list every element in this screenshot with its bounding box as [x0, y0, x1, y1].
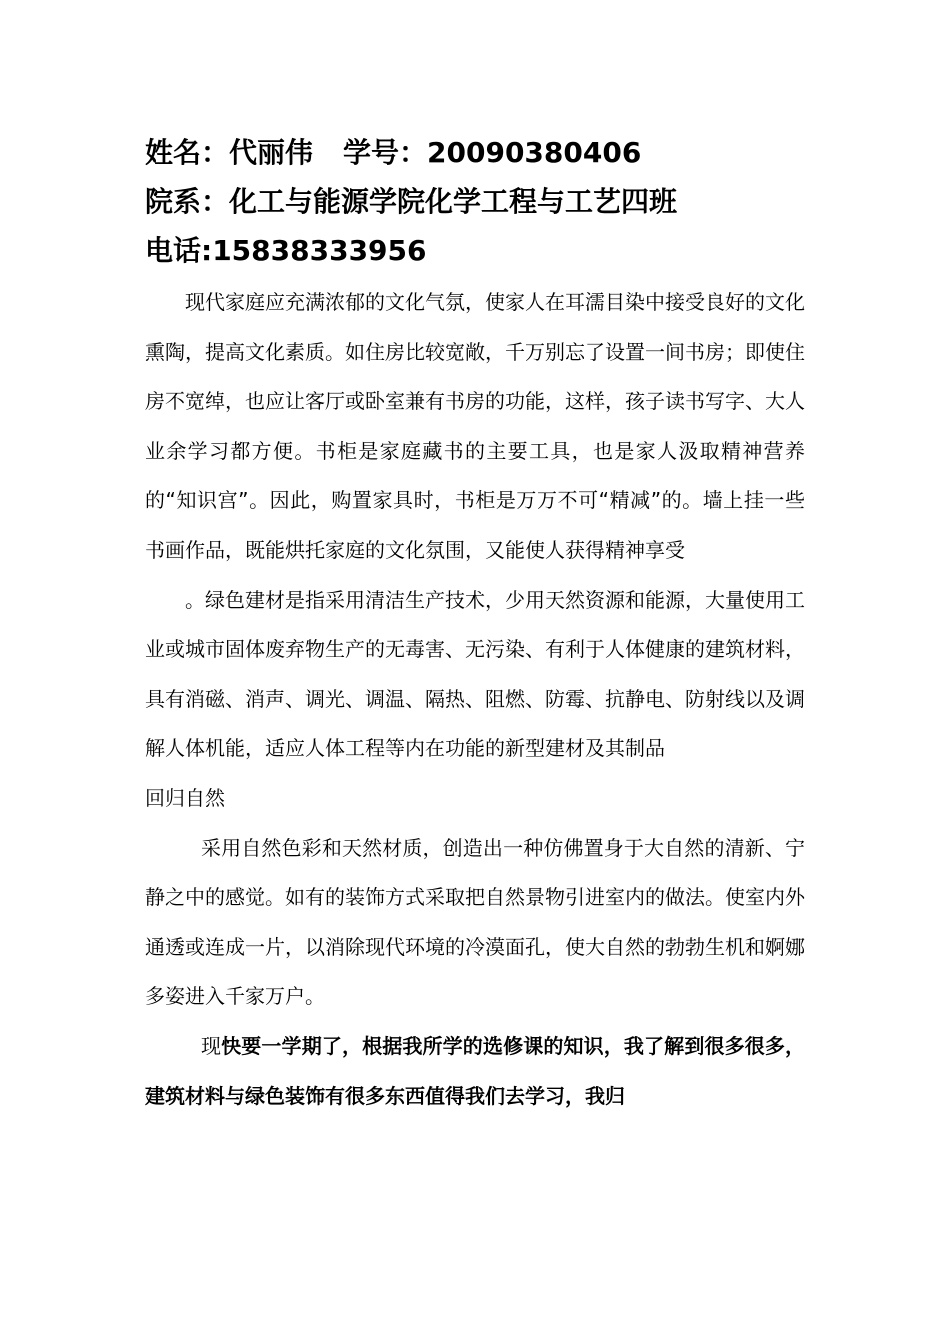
student-name: 姓名：代丽伟 [145, 136, 314, 169]
paragraph-summary [145, 1022, 805, 1121]
section-heading-return-to-nature: 回归自然 [145, 785, 225, 810]
summary-plain-text: 现 [201, 1033, 222, 1058]
phone-line: 电话:15838333956 [145, 234, 427, 267]
student-info-header [145, 128, 845, 275]
paragraph-green-materials: 。绿色建材是指采用清洁生产技术，少用天然资源和能源，大量使用工业或城市固体废弃物生产的无毒害、无污染、有利于人体健康的建筑材料，具有消磁、消声、调光、调温、隔热、阻燃、防霉、抗静电、防射线以及调解人体机能，适应人体工程等内在功能的新型建材及其制品 [145, 587, 805, 761]
summary-bold-text: 快要一学期了，根据我所学的选修课的知识，我了解到很多很多，建筑材料与绿色装饰有很多东西值得我们去学习，我归 [145, 1033, 806, 1108]
name-and-id-line [145, 128, 845, 177]
student-id: 学号：20090380406 [343, 136, 642, 169]
document-body [145, 278, 805, 1121]
paragraph-study-room: 现代家庭应充满浓郁的文化气氛，使家人在耳濡目染中接受良好的文化熏陶，提高文化素质。如住房比较宽敞，千万别忘了设置一间书房；即使住房不宽绰，也应让客厅或卧室兼有书房的功能，这样，孩子读书写字、大人业余学习都方便。书柜是家庭藏书的主要工具，也是家人汲取精神营养的“知识宫”。因此，购置家具时，书柜是万万不可“精减”的。墙上挂一些书画作品，既能烘托家庭的文化氛围，又能使人获得精神享受 [145, 290, 805, 562]
department-line: 院系：化工与能源学院化学工程与工艺四班 [145, 185, 678, 218]
paragraph-natural-style: 采用自然色彩和天然材质，创造出一种仿佛置身于大自然的清新、宁静之中的感觉。如有的装饰方式采取把自然景物引进室内的做法。使室内外通透或连成一片，以消除现代环境的冷漠面孔，使大自然的勃勃生机和婀娜多姿进入千家万户。 [145, 835, 805, 1009]
